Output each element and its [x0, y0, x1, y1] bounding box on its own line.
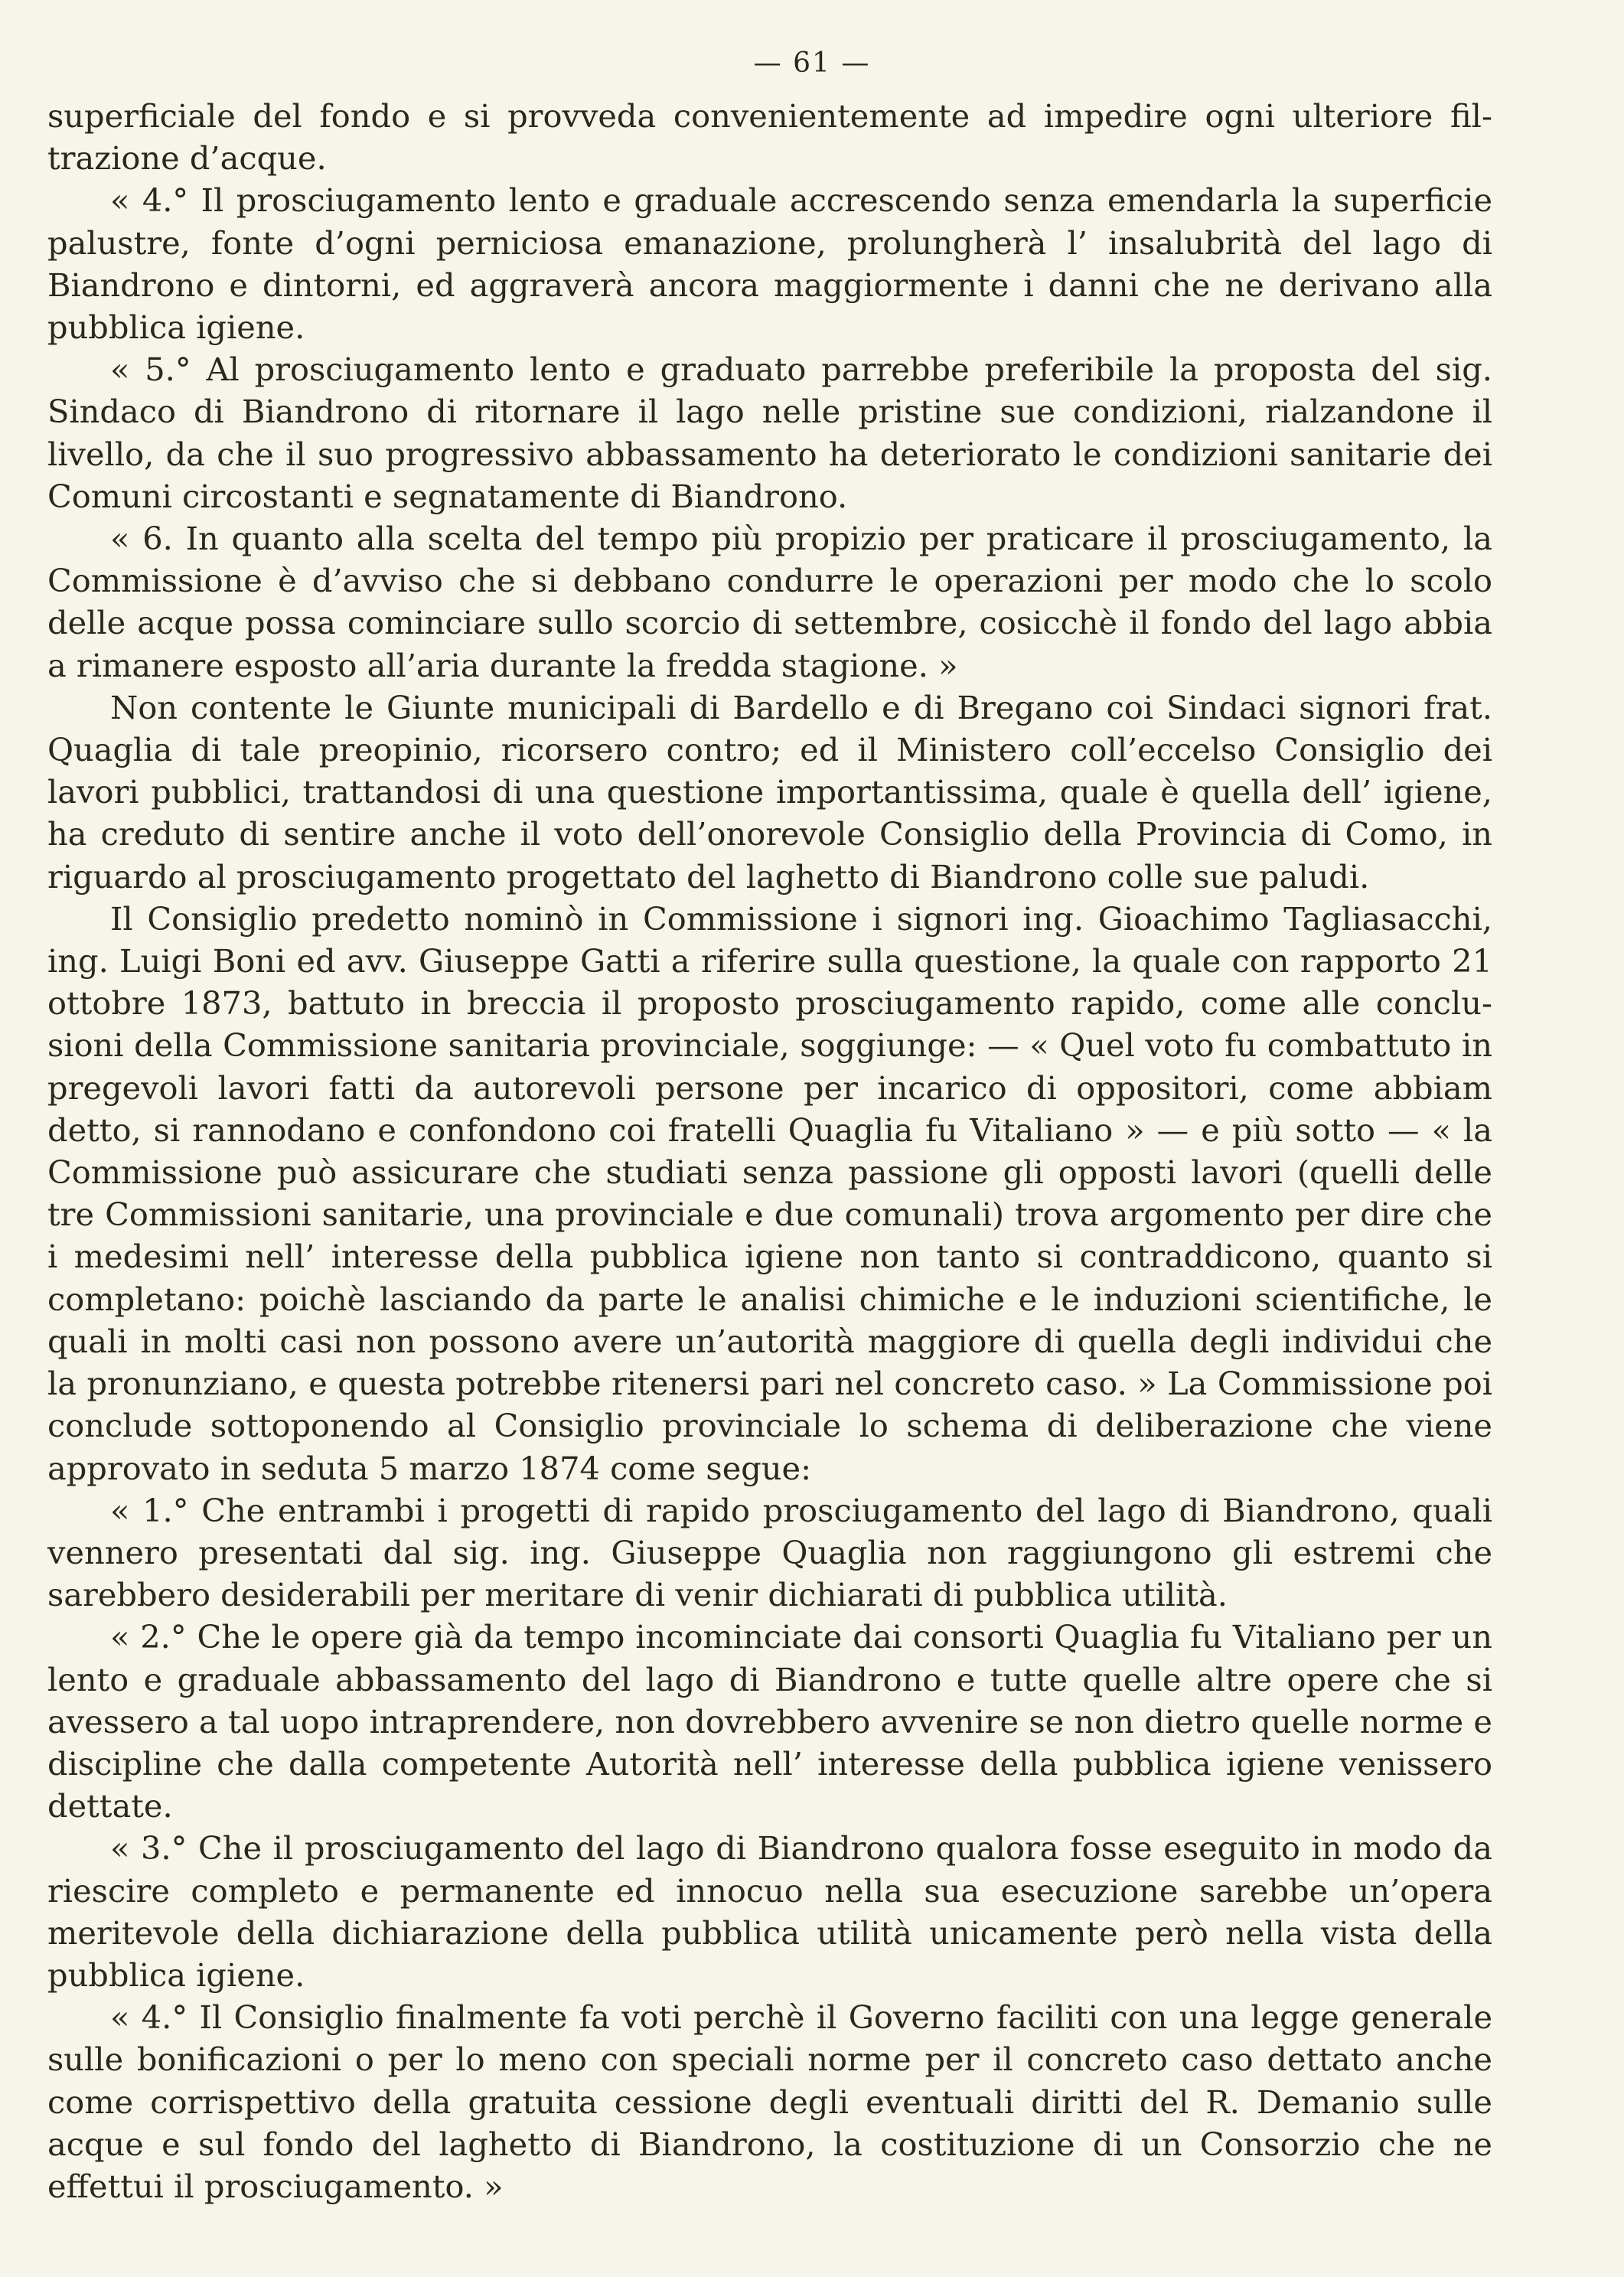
body-text — [47, 95, 1492, 2207]
paragraph: « 5.° Al prosciugamento lento e graduato parrebbe preferibile la proposta del sig. Sindaco di Biandrono di ritornare il lago nelle pristine sue condizioni, rialzandone il livello, da che il suo progressivo abbassamento ha deteriorato le condizioni sanitarie dei Comuni circostanti e segnatamente di Biandrono. — [47, 351, 1492, 515]
paragraph: « 4.° Il prosciugamento lento e graduale accrescendo senza emendarla la superficie palustre, fonte d’ogni perniciosa emanazione, prolungherà l’ insalubrità del lago di Biandrono e dintorni, ed aggraverà ancora maggiormente i danni che ne derivano alla pubblica igiene. — [47, 181, 1492, 347]
paragraph: « 2.° Che le opere già da tempo incominciate dai consorti Quaglia fu Vitaliano per un lento e graduale abbassamento del lago di Biandrono e tutte quelle altre opere che si avessero a tal uopo intraprendere, non dovrebbero avvenire se non dietro quelle norme e discipline che dalla competente Autorità nell’ interesse della pubblica igiene venissero dettate. — [47, 1618, 1492, 1825]
paragraph: « 1.° Che entrambi i progetti di rapido prosciugamento del lago di Biandrono, quali vennero presentati dal sig. ing. Giuseppe Quaglia non raggiungono gli estremi che sarebbero desiderabili per meritare di venir dichiarati di pubblica utilità. — [47, 1491, 1492, 1614]
paragraph: Il Consiglio predetto nominò in Commissione i signori ing. Gioachimo Tagliasacchi, ing. Luigi Boni ed avv. Giuseppe Gatti a riferire sulla questione, la quale con rapporto 21 ottobre 1873, battuto in breccia il proposto prosciugamento rapido, come alle conclusioni della Commissione sanitaria provinciale, soggiunge: — « Quel voto fu combattuto in pregevoli lavori fatti da autorevoli persone per incarico di oppositori, come abbiam detto, si rannodano e confondono coi fratelli Quaglia fu Vitaliano » — e più sotto — « la Commissione può assicurare che studiati senza passione gli opposti lavori (quelli delle tre Commissioni sanitarie, una provinciale e due comunali) trova argomento per dire che i medesimi nell’ interesse della pubblica igiene non tanto si contraddicono, quanto si completano: poichè lasciando da parte le analisi chimiche e le induzioni scientifiche, le quali in molti casi non possono avere un’autorità maggiore di quella degli individui che la pronunziano, e questa potrebbe ritenersi pari nel concreto caso. » La Commissione poi conclude sottoponendo al Consiglio provinciale lo schema di deliberazione che viene approvato in seduta 5 marzo 1874 come segue: — [47, 899, 1492, 1487]
paragraph: Non contente le Giunte municipali di Bardello e di Bregano coi Sindaci signori frat. Quaglia di tale preopinio, ricorsero contro; ed il Ministero coll’eccelso Consiglio dei lavori pubblici, trattandosi di una questione importantissima, quale è quella dell’ igiene, ha creduto di sentire anche il voto dell’onorevole Consiglio della Provincia di Como, in riguardo al prosciugamento progettato del laghetto di Biandrono colle sue paludi. — [47, 688, 1492, 895]
paragraph: superficiale del fondo e si provveda convenientemente ad impedire ogni ulteriore filtrazione d’acque. — [47, 97, 1492, 178]
page-number: — 61 — — [753, 47, 871, 79]
paragraph: « 3.° Che il prosciugamento del lago di Biandrono qualora fosse eseguito in modo da riescire completo e permanente ed innocuo nella sua esecuzione sarebbe un’opera meritevole della dichiarazione della pubblica utilità unicamente però nella vista della pubblica igiene. — [47, 1829, 1492, 1994]
paragraph: « 4.° Il Consiglio finalmente fa voti perchè il Governo faciliti con una legge generale sulle bonificazioni o per lo meno con speciali norme per il concreto caso dettato anche come corrispettivo della gratuita cessione degli eventuali diritti del R. Demanio sulle acque e sul fondo del laghetto di Biandrono, la costituzione di un Consorzio che ne effettui il prosciugamento. » — [47, 1998, 1492, 2205]
paragraph: « 6. In quanto alla scelta del tempo più propizio per praticare il prosciugamento, la Commissione è d’avviso che si debbano condurre le operazioni per modo che lo scolo delle acque possa cominciare sullo scorcio di settembre, cosicchè il fondo del lago abbia a rimanere esposto all’aria durante la fredda stagione. » — [47, 520, 1492, 684]
